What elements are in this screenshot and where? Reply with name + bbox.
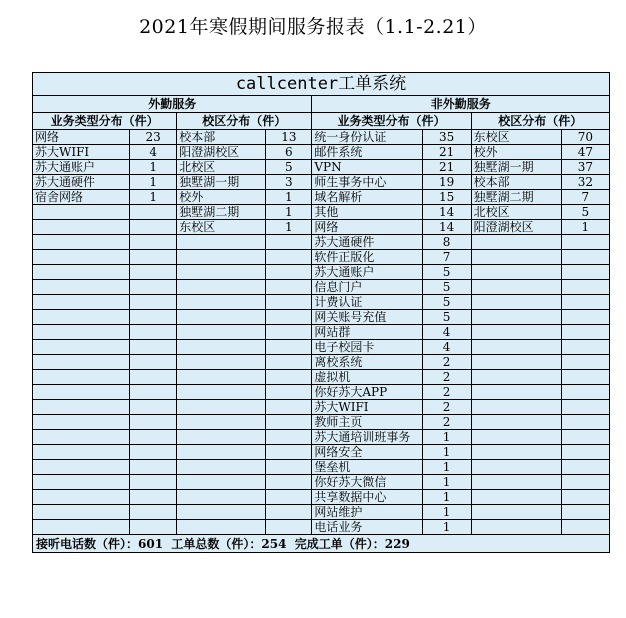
column-header-row: [33, 113, 610, 130]
nonfield-type-count: 2: [422, 415, 471, 430]
empty-cell: [130, 310, 177, 325]
table-row: [33, 400, 610, 415]
empty-cell: [177, 340, 266, 355]
empty-cell: [130, 220, 177, 235]
table-row: [33, 355, 610, 370]
empty-cell: [130, 490, 177, 505]
empty-cell: [33, 460, 130, 475]
nonfield-type-count: 4: [422, 340, 471, 355]
empty-cell: [266, 475, 312, 490]
nonfield-type-name: 软件正版化: [312, 250, 422, 265]
nonfield-type-count: 21: [422, 160, 471, 175]
nonfield-type-name: 师生事务中心: [312, 175, 422, 190]
nonfield-type-count: 35: [422, 130, 471, 145]
nonfield-type-count: 1: [422, 460, 471, 475]
empty-cell: [471, 475, 561, 490]
nonfield-campus-count: 70: [561, 130, 609, 145]
empty-cell: [130, 400, 177, 415]
empty-cell: [130, 520, 177, 535]
nonfield-type-name: 你好苏大APP: [312, 385, 422, 400]
table-row: [33, 370, 610, 385]
nonfield-type-count: 2: [422, 370, 471, 385]
field-campus-count: 1: [266, 220, 312, 235]
empty-cell: [266, 430, 312, 445]
empty-cell: [177, 460, 266, 475]
table-row: [33, 130, 610, 145]
empty-cell: [561, 265, 609, 280]
nonfield-type-name: 离校系统: [312, 355, 422, 370]
nonfield-type-header: 业务类型分布（件）: [312, 113, 471, 130]
empty-cell: [561, 520, 609, 535]
empty-cell: [266, 505, 312, 520]
empty-cell: [177, 445, 266, 460]
table-row: [33, 205, 610, 220]
empty-cell: [266, 295, 312, 310]
nonfield-type-count: 1: [422, 430, 471, 445]
field-campus-count: 3: [266, 175, 312, 190]
nonfield-type-name: 其他: [312, 205, 422, 220]
field-campus-count: 6: [266, 145, 312, 160]
empty-cell: [471, 490, 561, 505]
empty-cell: [177, 505, 266, 520]
empty-cell: [471, 385, 561, 400]
empty-cell: [177, 475, 266, 490]
nonfield-type-count: 14: [422, 220, 471, 235]
empty-cell: [33, 295, 130, 310]
nonfield-type-count: 14: [422, 205, 471, 220]
empty-cell: [177, 280, 266, 295]
empty-cell: [177, 520, 266, 535]
empty-cell: [130, 265, 177, 280]
empty-cell: [561, 505, 609, 520]
empty-cell: [177, 235, 266, 250]
nonfield-type-count: 1: [422, 520, 471, 535]
nonfield-type-count: 5: [422, 280, 471, 295]
nonfield-campus-count: 32: [561, 175, 609, 190]
table-row: [33, 385, 610, 400]
empty-cell: [130, 475, 177, 490]
nonfield-section-label: 非外勤服务: [312, 96, 610, 113]
empty-cell: [561, 445, 609, 460]
field-campus-name: 校本部: [177, 130, 266, 145]
field-type-count: 1: [130, 190, 177, 205]
field-campus-name: 阳澄湖校区: [177, 145, 266, 160]
empty-cell: [130, 445, 177, 460]
field-type-name: 宿舍网络: [33, 190, 130, 205]
table-row: [33, 280, 610, 295]
empty-cell: [33, 370, 130, 385]
empty-cell: [266, 400, 312, 415]
empty-cell: [130, 295, 177, 310]
nonfield-type-count: 1: [422, 490, 471, 505]
empty-cell: [33, 505, 130, 520]
field-campus-name: 校外: [177, 190, 266, 205]
empty-cell: [561, 325, 609, 340]
nonfield-type-name: 网关账号充值: [312, 310, 422, 325]
empty-cell: [471, 370, 561, 385]
nonfield-type-name: 网络: [312, 220, 422, 235]
empty-cell: [471, 295, 561, 310]
field-campus-name: 独墅湖二期: [177, 205, 266, 220]
field-campus-name: 东校区: [177, 220, 266, 235]
field-campus-count: 5: [266, 160, 312, 175]
empty-cell: [561, 475, 609, 490]
nonfield-type-count: 1: [422, 505, 471, 520]
nonfield-type-name: 苏大通账户: [312, 265, 422, 280]
empty-cell: [177, 490, 266, 505]
table-row: [33, 445, 610, 460]
empty-cell: [33, 220, 130, 235]
empty-cell: [33, 310, 130, 325]
field-type-name: 网络: [33, 130, 130, 145]
empty-cell: [266, 370, 312, 385]
empty-cell: [177, 385, 266, 400]
empty-cell: [177, 355, 266, 370]
empty-cell: [266, 310, 312, 325]
system-name: callcenter工单系统: [33, 73, 610, 96]
nonfield-campus-count: 5: [561, 205, 609, 220]
empty-cell: [471, 325, 561, 340]
nonfield-campus-name: 阳澄湖校区: [471, 220, 561, 235]
table-row: [33, 220, 610, 235]
nonfield-type-count: 8: [422, 235, 471, 250]
table-row: [33, 325, 610, 340]
nonfield-type-count: 19: [422, 175, 471, 190]
nonfield-type-name: 电子校园卡: [312, 340, 422, 355]
empty-cell: [561, 460, 609, 475]
empty-cell: [561, 490, 609, 505]
empty-cell: [33, 475, 130, 490]
field-type-name: 苏大通硬件: [33, 175, 130, 190]
empty-cell: [471, 460, 561, 475]
empty-cell: [471, 250, 561, 265]
nonfield-type-count: 1: [422, 475, 471, 490]
empty-cell: [33, 250, 130, 265]
nonfield-campus-count: 7: [561, 190, 609, 205]
empty-cell: [266, 490, 312, 505]
empty-cell: [33, 235, 130, 250]
table-row: [33, 475, 610, 490]
nonfield-type-count: 2: [422, 385, 471, 400]
empty-cell: [130, 415, 177, 430]
empty-cell: [177, 325, 266, 340]
empty-cell: [561, 370, 609, 385]
empty-cell: [471, 280, 561, 295]
empty-cell: [471, 430, 561, 445]
empty-cell: [471, 520, 561, 535]
empty-cell: [33, 520, 130, 535]
empty-cell: [177, 310, 266, 325]
empty-cell: [33, 430, 130, 445]
empty-cell: [33, 490, 130, 505]
empty-cell: [130, 430, 177, 445]
empty-cell: [471, 505, 561, 520]
empty-cell: [33, 325, 130, 340]
nonfield-type-name: 苏大通培训班事务: [312, 430, 422, 445]
empty-cell: [177, 370, 266, 385]
nonfield-type-count: 2: [422, 355, 471, 370]
empty-cell: [561, 250, 609, 265]
empty-cell: [561, 235, 609, 250]
empty-cell: [266, 325, 312, 340]
summary-text: 接听电话数（件）：601 工单总数（件）：254 完成工单（件）：229: [33, 535, 610, 553]
section-header-row: [33, 96, 610, 113]
empty-cell: [561, 385, 609, 400]
table-row: [33, 160, 610, 175]
empty-cell: [177, 250, 266, 265]
empty-cell: [471, 235, 561, 250]
field-campus-name: 独墅湖一期: [177, 175, 266, 190]
nonfield-type-name: 计费认证: [312, 295, 422, 310]
field-campus-count: 1: [266, 205, 312, 220]
empty-cell: [130, 355, 177, 370]
nonfield-campus-name: 东校区: [471, 130, 561, 145]
empty-cell: [471, 310, 561, 325]
table-row: [33, 145, 610, 160]
table-row: [33, 295, 610, 310]
empty-cell: [266, 340, 312, 355]
field-type-header: 业务类型分布（件）: [33, 113, 177, 130]
field-campus-name: 北校区: [177, 160, 266, 175]
field-campus-count: 1: [266, 190, 312, 205]
empty-cell: [177, 295, 266, 310]
field-campus-header: 校区分布（件）: [177, 113, 312, 130]
empty-cell: [561, 340, 609, 355]
field-type-count: 1: [130, 175, 177, 190]
empty-cell: [177, 415, 266, 430]
system-name-row: [33, 73, 610, 96]
nonfield-type-count: 2: [422, 400, 471, 415]
nonfield-campus-name: 校本部: [471, 175, 561, 190]
empty-cell: [471, 415, 561, 430]
empty-cell: [33, 400, 130, 415]
field-type-count: 1: [130, 160, 177, 175]
nonfield-type-name: 网站维护: [312, 505, 422, 520]
table-row: [33, 250, 610, 265]
nonfield-type-count: 15: [422, 190, 471, 205]
table-row: [33, 505, 610, 520]
empty-cell: [266, 460, 312, 475]
nonfield-type-name: 苏大通硬件: [312, 235, 422, 250]
field-type-name: 苏大WIFI: [33, 145, 130, 160]
table-row: [33, 235, 610, 250]
empty-cell: [130, 280, 177, 295]
nonfield-campus-count: 47: [561, 145, 609, 160]
empty-cell: [33, 205, 130, 220]
nonfield-type-count: 5: [422, 295, 471, 310]
empty-cell: [266, 445, 312, 460]
nonfield-campus-name: 独墅湖二期: [471, 190, 561, 205]
empty-cell: [130, 235, 177, 250]
empty-cell: [471, 355, 561, 370]
nonfield-type-count: 5: [422, 265, 471, 280]
nonfield-type-count: 21: [422, 145, 471, 160]
empty-cell: [471, 340, 561, 355]
nonfield-type-name: 苏大WIFI: [312, 400, 422, 415]
field-type-name: 苏大通账户: [33, 160, 130, 175]
empty-cell: [33, 340, 130, 355]
empty-cell: [266, 355, 312, 370]
nonfield-type-name: 虚拟机: [312, 370, 422, 385]
empty-cell: [561, 295, 609, 310]
field-section-label: 外勤服务: [33, 96, 312, 113]
nonfield-campus-header: 校区分布（件）: [471, 113, 609, 130]
nonfield-type-count: 5: [422, 310, 471, 325]
table-row: [33, 430, 610, 445]
empty-cell: [33, 265, 130, 280]
service-report-table: [32, 72, 610, 553]
table-row: [33, 520, 610, 535]
empty-cell: [471, 265, 561, 280]
nonfield-campus-name: 独墅湖一期: [471, 160, 561, 175]
empty-cell: [130, 325, 177, 340]
empty-cell: [561, 280, 609, 295]
table-row: [33, 490, 610, 505]
empty-cell: [130, 340, 177, 355]
nonfield-type-name: 教师主页: [312, 415, 422, 430]
empty-cell: [266, 520, 312, 535]
empty-cell: [266, 280, 312, 295]
empty-cell: [561, 430, 609, 445]
empty-cell: [130, 460, 177, 475]
nonfield-type-name: 网站群: [312, 325, 422, 340]
empty-cell: [266, 385, 312, 400]
field-campus-count: 13: [266, 130, 312, 145]
table-row: [33, 415, 610, 430]
nonfield-type-name: VPN: [312, 160, 422, 175]
nonfield-type-count: 1: [422, 445, 471, 460]
table-row: [33, 175, 610, 190]
nonfield-type-name: 统一身份认证: [312, 130, 422, 145]
nonfield-type-name: 信息门户: [312, 280, 422, 295]
empty-cell: [33, 385, 130, 400]
empty-cell: [177, 430, 266, 445]
empty-cell: [130, 205, 177, 220]
nonfield-campus-count: 1: [561, 220, 609, 235]
nonfield-type-count: 4: [422, 325, 471, 340]
empty-cell: [266, 265, 312, 280]
empty-cell: [471, 400, 561, 415]
empty-cell: [33, 280, 130, 295]
report-title: 2021年寒假期间服务报表（1.1-2.21）: [139, 16, 487, 38]
table-row: [33, 460, 610, 475]
nonfield-campus-name: 校外: [471, 145, 561, 160]
empty-cell: [130, 370, 177, 385]
nonfield-type-name: 电话业务: [312, 520, 422, 535]
nonfield-type-name: 邮件系统: [312, 145, 422, 160]
field-type-count: 23: [130, 130, 177, 145]
summary-row: [33, 535, 610, 553]
nonfield-type-count: 7: [422, 250, 471, 265]
empty-cell: [33, 415, 130, 430]
empty-cell: [130, 505, 177, 520]
empty-cell: [561, 400, 609, 415]
nonfield-campus-name: 北校区: [471, 205, 561, 220]
nonfield-campus-count: 37: [561, 160, 609, 175]
nonfield-type-name: 共享数据中心: [312, 490, 422, 505]
empty-cell: [561, 310, 609, 325]
empty-cell: [266, 415, 312, 430]
empty-cell: [266, 250, 312, 265]
empty-cell: [130, 385, 177, 400]
empty-cell: [471, 445, 561, 460]
empty-cell: [130, 250, 177, 265]
empty-cell: [177, 400, 266, 415]
nonfield-type-name: 堡垒机: [312, 460, 422, 475]
nonfield-type-name: 网络安全: [312, 445, 422, 460]
empty-cell: [177, 265, 266, 280]
nonfield-type-name: 你好苏大微信: [312, 475, 422, 490]
table-row: [33, 310, 610, 325]
table-row: [33, 190, 610, 205]
empty-cell: [561, 355, 609, 370]
table-row: [33, 265, 610, 280]
empty-cell: [266, 235, 312, 250]
nonfield-type-name: 域名解析: [312, 190, 422, 205]
field-type-count: 4: [130, 145, 177, 160]
empty-cell: [33, 355, 130, 370]
empty-cell: [561, 415, 609, 430]
empty-cell: [33, 445, 130, 460]
table-row: [33, 340, 610, 355]
